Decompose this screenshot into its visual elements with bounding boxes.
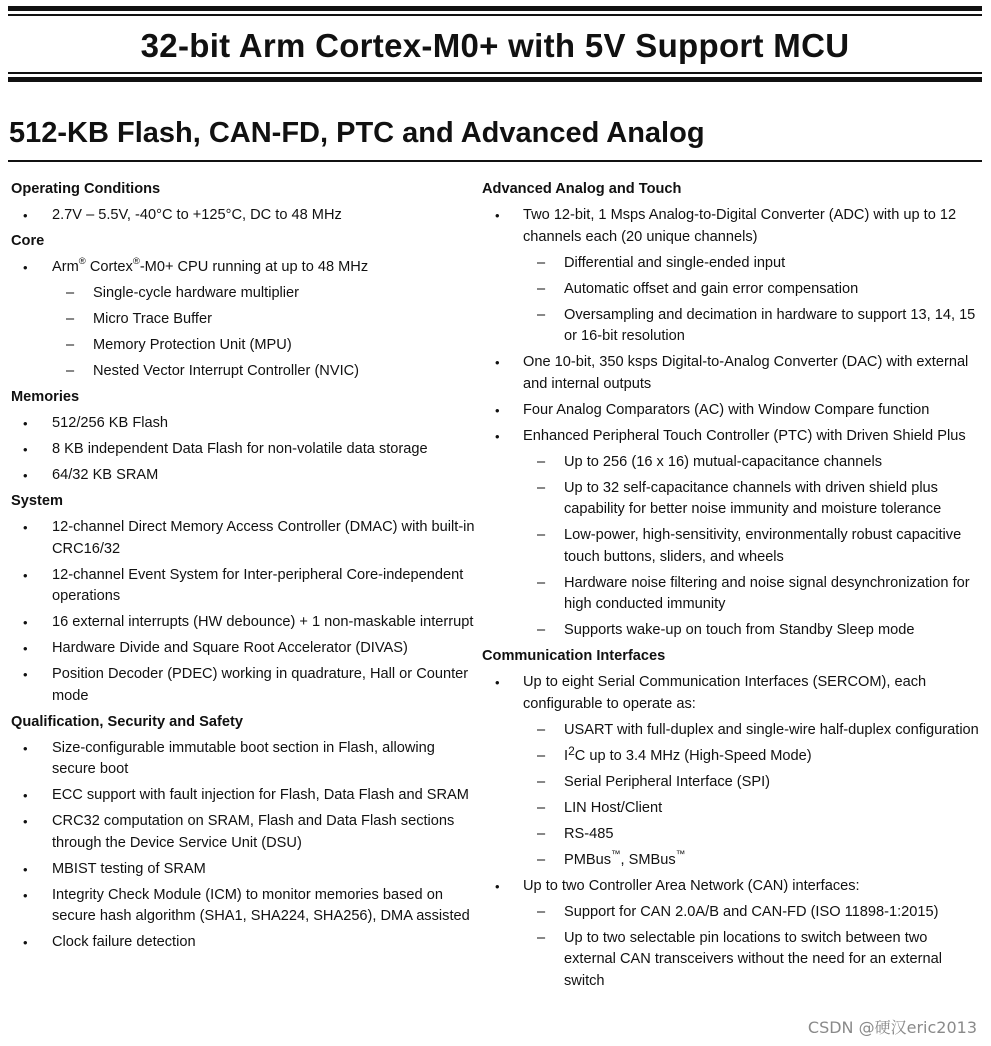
list-item: • 16 external interrupts (HW debounce) + 1 non-maskable interrupt <box>11 612 476 634</box>
heading-memories: Memories <box>11 389 80 405</box>
sub-item: – PMBus™, SMBus™ <box>482 850 982 872</box>
sub-item: – LIN Host/Client <box>482 798 982 820</box>
dash: – <box>537 929 546 946</box>
sub-item: – USART with full-duplex and single-wire half-duplex configuration <box>482 720 982 742</box>
dash: – <box>537 306 546 323</box>
bullet: • <box>495 402 500 418</box>
right-column <box>482 179 982 997</box>
bullet: • <box>23 260 28 275</box>
watermark: CSDN @硬汉eric2013 <box>807 1018 977 1037</box>
dash: – <box>66 337 75 353</box>
list-item: • 2.7V – 5.5V, -40°C to +125°C, DC to 48 MHz <box>11 205 476 227</box>
bullet: • <box>23 615 28 630</box>
list-item: • Two 12-bit, 1 Msps Analog-to-Digital Converter (ADC) with up to 12 channels each (20 unique channels) <box>495 207 957 245</box>
sub-item: – Nested Vector Interrupt Controller (NVIC) <box>11 361 476 383</box>
left-column <box>11 179 476 958</box>
heading-system: System <box>11 493 63 509</box>
dash: – <box>537 799 546 816</box>
dash: – <box>537 574 546 591</box>
dash: – <box>66 363 75 379</box>
bullet: • <box>23 887 28 903</box>
sub-item: – Automatic offset and gain error compensation <box>482 279 982 301</box>
sub-item: – Supports wake-up on touch from Standby Sleep mode <box>482 620 982 642</box>
page-title: 32-bit Arm Cortex-M0+ with 5V Support MCU <box>140 27 850 64</box>
list-item: • Arm® Cortex®-M0+ CPU running at up to 48 MHz <box>11 257 476 279</box>
sub-item: – RS-485 <box>482 824 982 846</box>
dash: – <box>537 825 546 842</box>
dash: – <box>66 311 75 327</box>
bullet: • <box>23 416 28 431</box>
bullet: • <box>23 208 28 223</box>
bullet: • <box>495 355 500 370</box>
list-item: • CRC32 computation on SRAM, Flash and Data Flash sections through the Device Service Unit (DSU) <box>23 813 455 851</box>
list-item: • Enhanced Peripheral Touch Controller (PTC) with Driven Shield Plus <box>482 426 982 448</box>
list-item: • 64/32 KB SRAM <box>11 465 476 487</box>
list-item: • ECC support with fault injection for Flash, Data Flash and SRAM <box>11 785 476 807</box>
list-item: • Integrity Check Module (ICM) to monitor memories based on secure hash algorithm (SHA1, SHA224, SHA256), DMA assisted <box>23 886 470 924</box>
list-item: • Up to two Controller Area Network (CAN) interfaces: <box>482 876 982 898</box>
bullet: • <box>23 667 28 682</box>
dash: – <box>537 453 546 470</box>
bullet: • <box>495 675 500 690</box>
heading-qualification: Qualification, Security and Safety <box>11 713 243 730</box>
bullet: • <box>23 442 28 457</box>
list-item: • Position Decoder (PDEC) working in quadrature, Hall or Counter mode <box>23 666 469 704</box>
dash: – <box>537 479 546 496</box>
top-rule-thin <box>8 14 982 16</box>
sub-item: – Support for CAN 2.0A/B and CAN-FD (ISO 11898-1:2015) <box>482 902 982 924</box>
bullet: • <box>23 520 28 535</box>
list-item: • MBIST testing of SRAM <box>11 859 476 881</box>
sub-item: – Up to 256 (16 x 16) mutual-capacitance channels <box>482 452 982 474</box>
sub-item: – Oversampling and decimation in hardware to support 13, 14, 15 or 16-bit resolution <box>537 306 976 344</box>
sub-item: – Memory Protection Unit (MPU) <box>11 335 476 357</box>
bullet: • <box>495 208 500 223</box>
dash: – <box>537 903 546 920</box>
top-rule-thick <box>8 6 982 11</box>
sub-item: – Low-power, high-sensitivity, environmentally robust capacitive touch buttons, sliders, and wheels <box>537 527 962 565</box>
sub-item: – Hardware noise filtering and noise signal desynchronization for high conducted immunity <box>537 574 970 612</box>
bullet: • <box>23 567 28 583</box>
dash: – <box>537 527 546 543</box>
bullet: • <box>23 788 28 803</box>
bullet: • <box>495 878 500 894</box>
title-rule-thick <box>8 77 982 82</box>
dash: – <box>537 721 546 738</box>
subtitle-rule <box>8 160 982 162</box>
list-item: • Hardware Divide and Square Root Accelerator (DIVAS) <box>11 638 476 660</box>
bullet: • <box>23 861 28 877</box>
sub-item: – $I^2C$ up to 3.4 MHz (High-Speed Mode) <box>482 746 982 768</box>
sub-item: – Serial Peripheral Interface (SPI) <box>482 772 982 794</box>
dash: – <box>537 773 546 790</box>
sub-item: – Micro Trace Buffer <box>11 309 476 331</box>
dash: – <box>537 622 546 638</box>
list-item: • 12-channel Event System for Inter-peripheral Core-independent operations <box>23 566 464 604</box>
title-rule-thin <box>8 72 982 74</box>
list-item: • 8 KB independent Data Flash for non-volatile data storage <box>11 439 476 461</box>
list-item: • Four Analog Comparators (AC) with Window Compare function <box>482 400 982 422</box>
list-item: • 12-channel Direct Memory Access Controller (DMAC) with built-in CRC16/32 <box>23 519 475 557</box>
sub-item: – Up to 32 self-capacitance channels with driven shield plus capability for better noise immunity and moisture tolerance <box>537 479 942 517</box>
bullet: • <box>23 814 28 829</box>
dash: – <box>66 285 75 301</box>
heading-operating-conditions: Operating Conditions <box>11 181 161 197</box>
bullet: • <box>495 428 500 444</box>
section-subtitle: 512-KB Flash, CAN-FD, PTC and Advanced Analog <box>9 117 705 149</box>
list-item: • Clock failure detection <box>11 932 476 954</box>
dash: – <box>537 851 546 868</box>
dash: – <box>537 747 546 764</box>
list-item: • 512/256 KB Flash <box>11 413 476 435</box>
list-item: • One 10-bit, 350 ksps Digital-to-Analog Converter (DAC) with external and internal outputs <box>495 354 969 392</box>
list-item: • Up to eight Serial Communication Interfaces (SERCOM), each configurable to operate as: <box>495 674 927 712</box>
heading-analog-touch: Advanced Analog and Touch <box>482 181 682 197</box>
bullet: • <box>23 740 28 756</box>
bullet: • <box>23 935 28 950</box>
sub-item: – Differential and single-ended input <box>482 253 982 275</box>
bullet: • <box>23 641 28 656</box>
bullet: • <box>23 468 28 483</box>
dash: – <box>537 280 546 297</box>
dash: – <box>537 254 546 271</box>
heading-communication: Communication Interfaces <box>482 648 666 664</box>
sub-item: – Up to two selectable pin locations to switch between two external CAN transceivers without the need for an external switch <box>537 929 943 989</box>
heading-core: Core <box>11 233 45 249</box>
list-item: • Size-configurable immutable boot section in Flash, allowing secure boot <box>23 739 435 777</box>
sub-item: – Single-cycle hardware multiplier <box>11 283 476 305</box>
